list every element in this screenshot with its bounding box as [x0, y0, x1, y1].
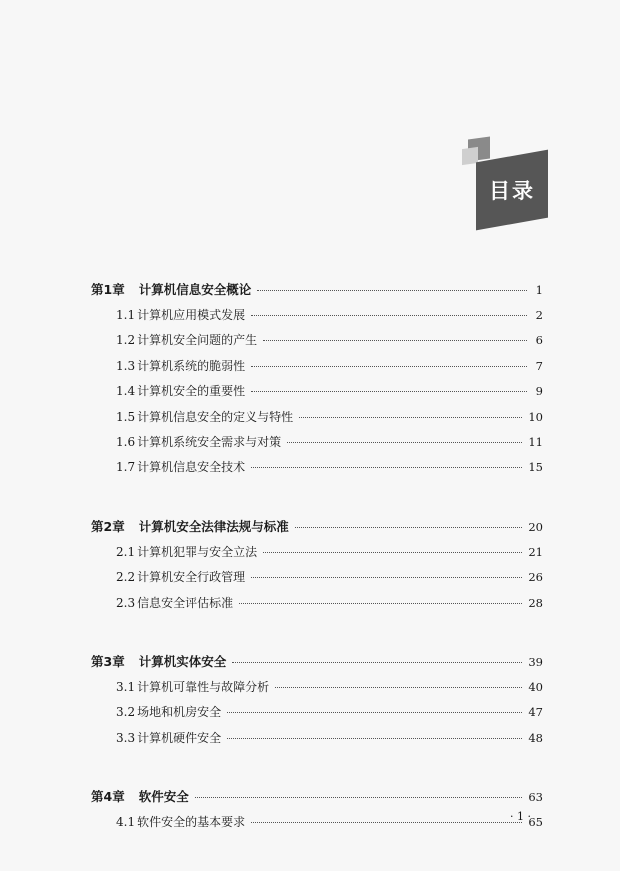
section-entry-title: 软件安全的基本要求 [137, 815, 246, 830]
chapter-entry-page: 1 [535, 283, 543, 297]
section-entry-page: 9 [535, 384, 543, 399]
chapter-entry-page: 20 [528, 519, 543, 534]
logo-box [476, 150, 548, 231]
dot-leader [251, 366, 527, 367]
chapter-block [91, 280, 543, 484]
chapter-entry[interactable] [91, 280, 543, 305]
section-entry-title: 计算机安全问题的产生 [137, 333, 258, 348]
dot-leader [251, 577, 522, 578]
section-entry-title: 计算机信息安全的定义与特性 [137, 409, 294, 424]
section-entry-title: 计算机安全的重要性 [137, 384, 246, 399]
section-entry-number: 2.3 [116, 595, 136, 610]
section-entry-page: 7 [535, 358, 543, 373]
section-entry-number: 1.6 [116, 434, 136, 449]
section-entry-number: 1.5 [116, 409, 136, 424]
section-entry-title: 信息安全评估标准 [137, 595, 234, 610]
section-entry-title: 计算机系统的脆弱性 [137, 358, 246, 373]
dot-leader [257, 290, 527, 291]
section-entry-page: 11 [528, 434, 543, 449]
dot-leader [275, 687, 522, 688]
dot-leader [227, 712, 522, 713]
dot-leader [295, 527, 523, 528]
dot-leader [227, 738, 522, 739]
chapter-entry-number: 第4章 [91, 789, 125, 805]
dot-leader [263, 340, 527, 341]
section-entry[interactable] [91, 703, 543, 728]
chapter-entry[interactable] [91, 787, 543, 812]
section-entry[interactable] [91, 306, 543, 331]
chapter-block [91, 517, 543, 619]
section-entry-page: 40 [528, 679, 543, 694]
section-entry-number: 3.1 [116, 679, 136, 694]
section-entry-title: 计算机犯罪与安全立法 [137, 544, 258, 559]
chapter-entry-title: 计算机实体安全 [138, 653, 227, 669]
section-entry-title: 场地和机房安全 [137, 705, 222, 720]
section-entry-page: 65 [528, 815, 543, 830]
section-entry-number: 1.3 [116, 358, 136, 373]
section-entry-number: 1.7 [116, 460, 136, 475]
section-entry[interactable] [91, 594, 543, 619]
section-entry-page: 6 [535, 333, 543, 348]
dot-leader [299, 417, 522, 418]
section-entry-page: 21 [528, 544, 543, 559]
dot-leader [251, 822, 522, 823]
section-entry[interactable] [91, 357, 543, 382]
section-entry-number: 3.2 [116, 705, 136, 720]
toc-logo [462, 138, 552, 228]
section-entry-number: 3.3 [116, 730, 136, 745]
section-entry-title: 计算机可靠性与故障分析 [137, 679, 270, 694]
section-entry-number: 1.4 [116, 384, 136, 399]
chapter-entry-number: 第3章 [91, 653, 125, 669]
dot-leader [195, 797, 523, 798]
logo-label: 目录 [489, 179, 535, 203]
dot-leader [251, 315, 527, 316]
section-entry-number: 2.1 [116, 544, 136, 559]
section-entry[interactable] [91, 813, 543, 838]
section-entry[interactable] [91, 543, 543, 568]
chapter-entry-page: 39 [528, 654, 543, 669]
section-entry[interactable] [91, 331, 543, 356]
chapter-block [91, 652, 543, 754]
chapter-entry-number: 第2章 [91, 518, 125, 534]
section-entry-page: 47 [528, 705, 543, 720]
section-entry-page: 10 [528, 409, 543, 424]
page-number: · 1 · [510, 810, 531, 823]
section-entry[interactable] [91, 458, 543, 483]
table-of-contents [91, 280, 543, 871]
section-entry-title: 计算机信息安全技术 [137, 460, 246, 475]
chapter-entry-number: 第1章 [91, 282, 125, 297]
chapter-entry-page: 63 [528, 790, 543, 805]
section-entry-title: 计算机硬件安全 [137, 730, 222, 745]
chapter-block [91, 787, 543, 838]
dot-leader [287, 442, 522, 443]
section-entry-page: 28 [528, 595, 543, 610]
section-entry-number: 2.2 [116, 570, 136, 585]
section-entry[interactable] [91, 433, 543, 458]
section-entry-page: 15 [528, 460, 543, 475]
section-entry-number: 1.2 [116, 333, 136, 348]
section-entry-page: 2 [535, 308, 543, 322]
section-entry-title: 计算机系统安全需求与对策 [137, 434, 282, 449]
chapter-entry[interactable] [91, 652, 543, 677]
chapter-entry-title: 计算机信息安全概论 [138, 282, 252, 297]
section-entry[interactable] [91, 729, 543, 754]
dot-leader [263, 552, 522, 553]
section-entry[interactable] [91, 382, 543, 407]
section-entry[interactable] [91, 678, 543, 703]
chapter-entry-title: 软件安全 [138, 789, 189, 805]
section-entry-page: 48 [528, 730, 543, 745]
section-entry[interactable] [91, 568, 543, 593]
dot-leader [232, 662, 522, 663]
section-entry-page: 26 [528, 570, 543, 585]
chapter-entry[interactable] [91, 517, 543, 542]
chapter-entry-title: 计算机安全法律法规与标准 [138, 518, 289, 534]
section-entry-number: 1.1 [116, 308, 136, 322]
section-entry-title: 计算机应用模式发展 [137, 308, 246, 322]
section-entry-number: 4.1 [116, 815, 136, 830]
section-entry-title: 计算机安全行政管理 [137, 570, 246, 585]
dot-leader [251, 467, 522, 468]
section-entry[interactable] [91, 408, 543, 433]
dot-leader [251, 391, 527, 392]
dot-leader [239, 603, 522, 604]
